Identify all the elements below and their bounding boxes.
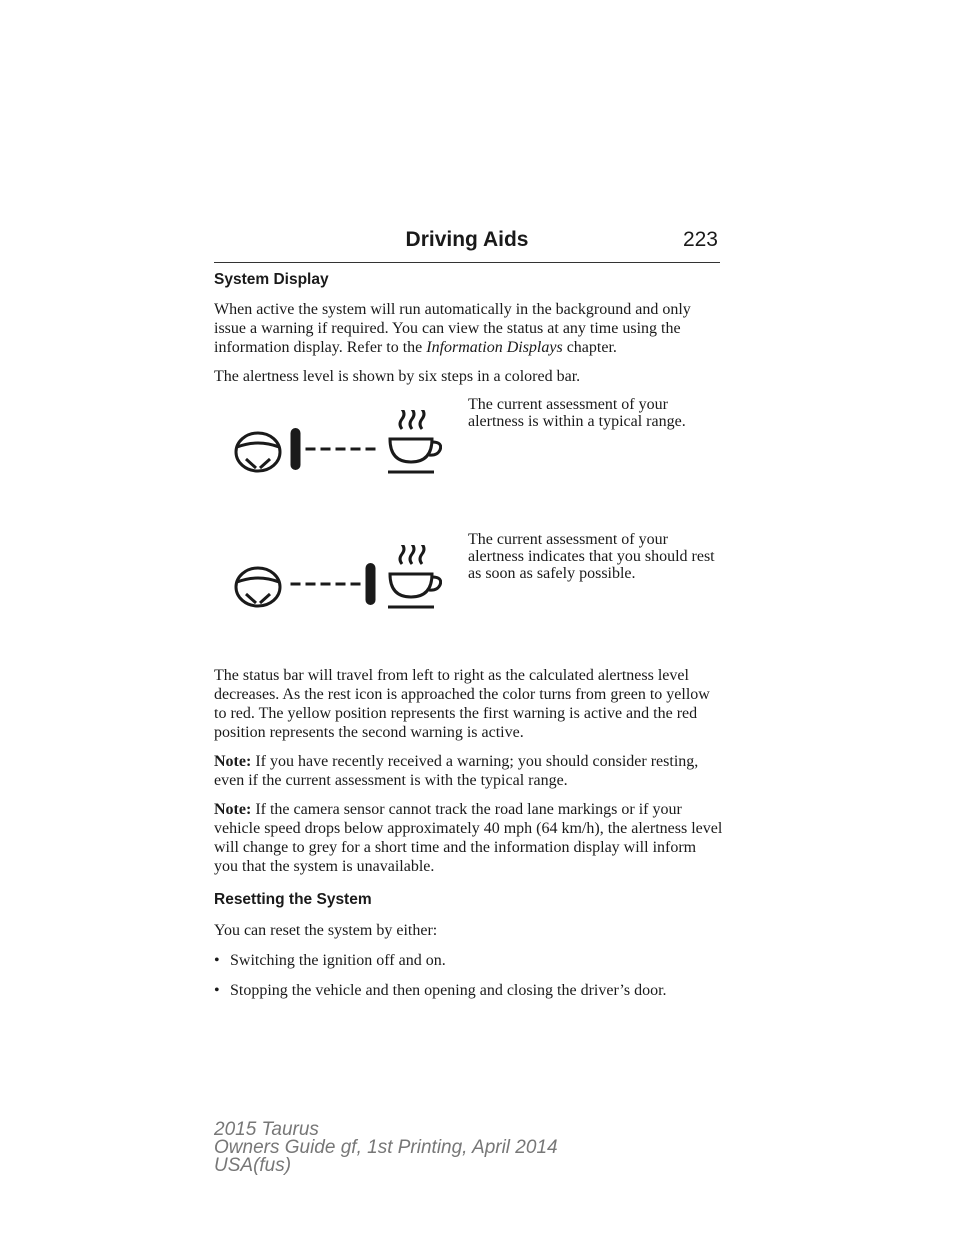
system-display-heading: System Display: [214, 271, 329, 288]
page-footer: [214, 1121, 558, 1175]
footer-edition: Owners Guide gf, 1st Printing, April 2014: [214, 1137, 558, 1158]
figure-caption-rest: The current assessment of your alertness indicates that you should rest as soon as safely possible.: [468, 531, 715, 582]
alertness-bar-rest-diagram: [232, 545, 442, 625]
alertness-bar-typical-diagram: [232, 410, 442, 490]
alertness-level-marker: [366, 563, 376, 605]
alertness-bar-steps: [291, 563, 376, 605]
figure-caption-typical: The current assessment of your alertness is within a typical range.: [468, 396, 686, 430]
list-item: • Stopping the vehicle and then opening and closing the driver’s door.: [214, 982, 667, 999]
resetting-intro: You can reset the system by either:: [214, 922, 438, 939]
note-recent-warning: Note: If you have recently received a warning; you should consider resting, even if the current assessment is with the typical range.: [214, 753, 699, 789]
alertness-figure-rest: [214, 531, 724, 666]
alertness-steps-paragraph: The alertness level is shown by six steps in a colored bar.: [214, 368, 581, 385]
steering-wheel-icon: [236, 433, 280, 471]
alertness-bar-steps: [291, 428, 376, 470]
list-item: • Switching the ignition off and on.: [214, 952, 446, 969]
coffee-cup-icon: [388, 545, 441, 607]
note-label: Note:: [214, 753, 252, 770]
steering-wheel-icon: [236, 568, 280, 606]
resetting-list: [214, 951, 724, 1000]
system-display-intro: When active the system will run automatically in the background and only issue a warning if required. You can view the status at any time using the information display. Refer to the Information Displays chapter.: [214, 301, 691, 356]
chapter-reference: Information Displays: [426, 339, 563, 356]
footer-market: USA(fus): [214, 1155, 292, 1176]
page-header: [214, 228, 720, 263]
page-content: [214, 270, 724, 1011]
footer-model: 2015 Taurus: [214, 1119, 319, 1140]
coffee-cup-icon: [388, 410, 441, 472]
resetting-heading: Resetting the System: [214, 891, 372, 908]
status-bar-paragraph: The status bar will travel from left to right as the calculated alertness level decreases. As the rest icon is approached the color turns from green to yellow to red. The yellow position represents the first warning is active and the red position represents the second warning is active.: [214, 667, 710, 741]
alertness-level-marker: [291, 428, 301, 470]
page-number: 223: [682, 228, 718, 251]
note-camera-sensor: Note: If the camera sensor cannot track the road lane markings or if your vehicle speed drops below approximately 40 mph (64 km/h), the alertness level will change to grey for a short time and the information display will inform you that the system is unavailable.: [214, 801, 723, 875]
note-label: Note:: [214, 801, 252, 818]
alertness-figure-typical: [214, 396, 724, 531]
section-title: Driving Aids: [405, 228, 529, 251]
